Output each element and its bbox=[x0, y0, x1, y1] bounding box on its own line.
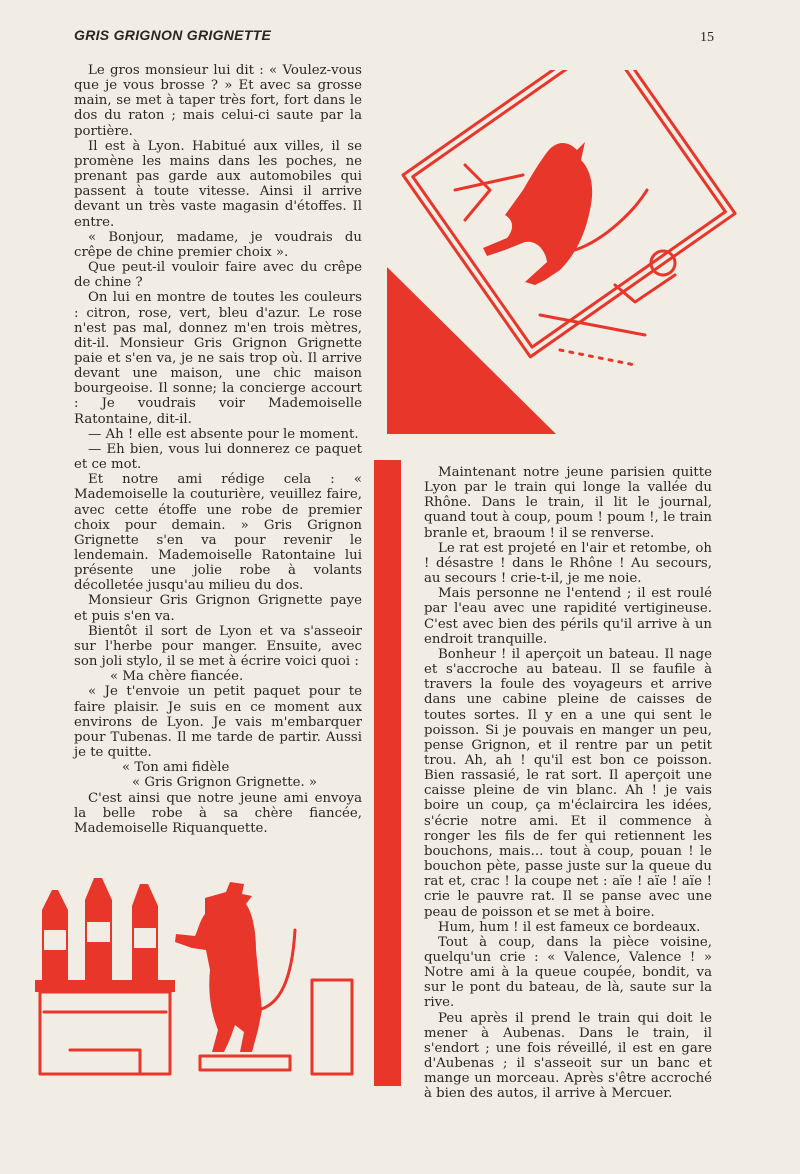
paragraph: « Bonjour, madame, je voudrais du crêpe de chine premier choix ». bbox=[74, 229, 362, 260]
paragraph: Bonheur ! il aperçoit un bateau. Il nage et s'accroche au bateau. Il se faufile à travers la foule des voyageurs et arrive dans une cabine pleine de caisses de toutes sortes. Il y en a une qui sent le poisson. Si je pouvais en manger un peu, pense Grignon, et il rentre par un petit trou. Ah, ah ! qu'il est bon ce poisson. Bien rassasié, le rat sort. Il aperçoit une caisse pleine de vin blanc. Ah ! je vais boire un coup, ça m'éclaircira les idées, s'écrie notre ami. Et il commence à ronger les fils de fer qui retiennent les bouchons, mais... tout à coup, pouan ! le bouchon pète, passe juste sur la queue du rat et, crac ! la coupe net : aïe ! aïe ! aïe ! crie le pauvre rat. Il se panse avec une peau de poisson et se met à boire. bbox=[424, 646, 712, 920]
paragraph: Tout à coup, dans la pièce voisine, quelqu'un crie : « Valence, Valence ! » Notre ami à la queue coupée, bondit, va sur le pont du bateau, de là, saute sur la rive. bbox=[424, 934, 712, 1011]
left-text-column bbox=[74, 63, 362, 836]
paragraph: On lui en montre de toutes les couleurs : citron, rose, vert, bleu d'azur. Le rose n'est pas mal, donnez m'en trois mètres, dit-il. Monsieur Gris Grignon Grignette paie et s'en va, je ne sais trop où. Il arrive devant une maison, une chic maison bourgeoise. Il sonne; la concierge accourt : Je voudrais voir Mademoiselle Ratontaine, dit-il. bbox=[74, 290, 362, 427]
paragraph: Le gros monsieur lui dit : « Voulez-vous que je vous brosse ? » Et avec sa grosse main, se met à taper très fort, fort dans le dos du raton ; mais celui-ci saute par la portière. bbox=[74, 63, 362, 139]
paragraph: C'est ainsi que notre jeune ami envoya la belle robe à sa chère fiancée, Mademoiselle Riquanquette. bbox=[74, 790, 362, 836]
wine-bottles bbox=[42, 878, 158, 980]
letter-closing: « Ton ami fidèle bbox=[122, 760, 230, 776]
rat-with-bottles-illustration bbox=[30, 870, 370, 1085]
paragraph: Bientôt il sort de Lyon et va s'asseoir sur l'herbe pour manger. Ensuite, avec son joli stylo, il se met à écrire voici quoi : bbox=[74, 623, 362, 670]
red-triangle-ornament bbox=[384, 262, 559, 437]
paragraph: Mais personne ne l'entend ; il est roulé par l'eau avec une rapidité vertigineuse. C'est avec bien des périls qu'il arrive à un endroit tranquille. bbox=[424, 586, 712, 647]
page-number: 15 bbox=[700, 30, 714, 45]
paragraph: Que peut-il vouloir faire avec du crêpe de chine ? bbox=[74, 260, 362, 291]
rat-figure bbox=[175, 882, 262, 1052]
letter-salutation: « Ma chère fiancée. bbox=[110, 669, 244, 685]
paragraph: Et notre ami rédige cela : « Mademoiselle la couturière, veuillez faire, avec cette étoffe une robe de premier choix pour demain. » Gris Grignon Grignette s'en va pour revenir le lendemain. Mademoiselle Ratontaine lui présente une jolie robe à volants décolletée jusqu'au milieu du dos. bbox=[74, 472, 362, 594]
paragraph: Maintenant notre jeune parisien quitte Lyon par le train qui longe la vallée du Rhône. Dans le train, il lit le journal, quand tout à coup, poum ! poum !, le train branle et, braoum ! il se renverse. bbox=[424, 465, 712, 541]
letter-body: « Je t'envoie un petit paquet pour te faire plaisir. Je suis en ce moment aux environs de Lyon. Je vais m'embarquer pour Tubenas. Il me tarde de partir. Aussi je te quitte. bbox=[74, 684, 362, 761]
paragraph: Monsieur Gris Grignon Grignette paye et puis s'en va. bbox=[74, 593, 362, 624]
paragraph: Il est à Lyon. Habitué aux villes, il se promène les mains dans les poches, ne prenant pas garde aux automobiles qui passent à toute vitesse. Ainsi il arrive devant un très vaste magasin d'étoffes. Il entre. bbox=[74, 138, 362, 230]
running-head-title: GRIS GRIGNON GRIGNETTE bbox=[74, 27, 272, 43]
sideboard bbox=[35, 980, 352, 1074]
paragraph: — Eh bien, vous lui donnerez ce paquet et ce mot. bbox=[74, 441, 362, 473]
paragraph: Hum, hum ! il est fameux ce bordeaux. bbox=[438, 919, 701, 935]
red-vertical-bar bbox=[374, 460, 401, 1086]
paragraph: — Ah ! elle est absente pour le moment. bbox=[88, 426, 359, 442]
letter-signature: « Gris Grignon Grignette. » bbox=[132, 775, 318, 791]
paragraph: Le rat est projeté en l'air et retombe, oh ! désastre ! dans le Rhône ! Au secours, au secours ! crie-t-il, je me noie. bbox=[424, 540, 712, 587]
right-text-column bbox=[424, 465, 712, 1102]
paragraph: Peu après il prend le train qui doit le mener à Aubenas. Dans le train, il s'endort ; une fois réveillé, il est en gare d'Aubenas ; il s'asseoit sur un banc et mange un morceau. Après s'être accroché à bien des autos, il arrive à Mercuer. bbox=[424, 1010, 712, 1102]
